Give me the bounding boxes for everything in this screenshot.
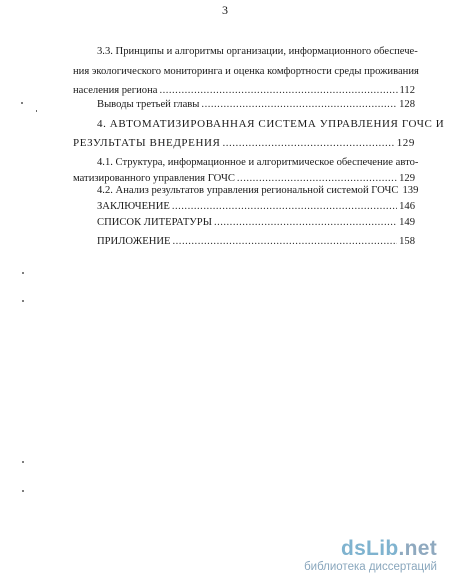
scan-speck bbox=[21, 102, 23, 104]
scan-speck bbox=[22, 300, 24, 302]
toc-conclusions-ch3-label: Выводы третьей главы bbox=[97, 99, 200, 110]
watermark-subtitle: библиотека диссертаций bbox=[304, 561, 437, 573]
toc-appendix-page: 158 bbox=[399, 236, 415, 247]
dot-leader bbox=[214, 217, 397, 229]
toc-entry-4-2[interactable] bbox=[97, 185, 419, 197]
toc-3-3-line-1: 3.3. Принципы и алгоритмы организации, информационного обеспече- bbox=[97, 46, 418, 57]
dot-leader bbox=[173, 236, 398, 248]
toc-conclusion-label: ЗАКЛЮЧЕНИЕ bbox=[97, 201, 170, 212]
toc-conclusion-page: 146 bbox=[399, 201, 415, 212]
toc-chapter-4-page: 129 bbox=[396, 137, 415, 149]
toc-4-1-line-1: 4.1. Структура, информационное и алгоритмическое обеспечение авто- bbox=[97, 157, 419, 168]
toc-4-2-label: 4.2. Анализ результатов управления региональной системой ГОЧС bbox=[97, 185, 399, 196]
toc-entry-4-1[interactable] bbox=[73, 173, 415, 185]
dot-leader bbox=[159, 85, 397, 97]
watermark-logo bbox=[341, 537, 437, 561]
toc-4-2-page: 139 bbox=[402, 185, 419, 196]
toc-3-3-page: 112 bbox=[399, 85, 415, 96]
toc-appendix-label: ПРИЛОЖЕНИЕ bbox=[97, 236, 171, 247]
toc-references-page: 149 bbox=[399, 217, 415, 228]
scan-speck bbox=[22, 272, 24, 274]
toc-entry-conclusion[interactable] bbox=[97, 201, 415, 213]
toc-conclusions-ch3-page: 128 bbox=[399, 99, 415, 110]
toc-entry-references[interactable] bbox=[97, 217, 415, 229]
toc-3-3-line-3: населения региона bbox=[73, 85, 158, 96]
toc-3-3-line-2: ния экологического мониторинга и оценка комфортности среды проживания bbox=[73, 66, 419, 77]
toc-entry-conclusions-ch3[interactable] bbox=[97, 99, 415, 111]
toc-4-1-line-2: матизированного управления ГОЧС bbox=[73, 173, 235, 184]
watermark-logo-domain: .net bbox=[398, 537, 437, 560]
scan-speck bbox=[22, 461, 24, 463]
scan-speck bbox=[22, 490, 24, 492]
toc-chapter-4-line-2: РЕЗУЛЬТАТЫ ВНЕДРЕНИЯ bbox=[73, 137, 221, 149]
watermark-logo-main: dsLib bbox=[340, 537, 399, 560]
scan-speck bbox=[36, 110, 37, 112]
dslib-watermark bbox=[290, 537, 445, 577]
dot-leader bbox=[237, 173, 397, 185]
toc-references-label: СПИСОК ЛИТЕРАТУРЫ bbox=[97, 217, 212, 228]
dot-leader bbox=[201, 99, 397, 111]
toc-entry-chapter-4[interactable] bbox=[73, 137, 415, 149]
toc-4-1-page: 129 bbox=[399, 173, 415, 184]
dot-leader bbox=[172, 201, 397, 213]
toc-entry-appendix[interactable] bbox=[97, 236, 415, 248]
page-number: 3 bbox=[222, 3, 228, 17]
toc-chapter-4-line-1: 4. АВТОМАТИЗИРОВАННАЯ СИСТЕМА УПРАВЛЕНИЯ ГОЧС И bbox=[97, 118, 445, 130]
toc-entry-3-3[interactable] bbox=[73, 85, 415, 97]
dot-leader bbox=[222, 137, 394, 149]
